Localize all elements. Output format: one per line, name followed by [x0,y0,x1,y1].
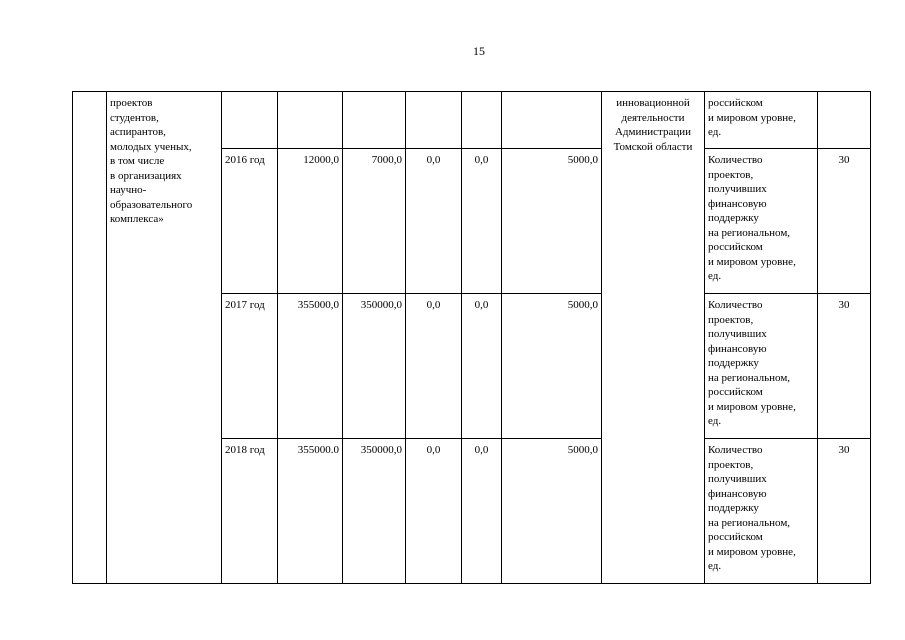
indicator-line: ед. [708,126,722,138]
indicator-cell [705,294,818,439]
indicator-line: российском [708,531,763,543]
local-cell: 0,0 [462,149,502,294]
indicator-line: и мировом уровне, [708,111,796,124]
indicator-line: российском [708,97,763,109]
local-cell [462,92,502,149]
target-cell: 30 [818,294,871,439]
indicator-line: проектов, [708,458,754,471]
row-number-cell [73,92,107,584]
year-cell: 2017 год [222,294,278,439]
regional-cell: 0,0 [406,439,462,584]
indicator-line: проектов, [708,313,754,326]
indicator-line: получивших [708,183,767,195]
indicator-line: Количество [708,444,763,456]
executor-line: инновационной [616,97,690,109]
target-cell: 30 [818,439,871,584]
year-cell [222,92,278,149]
local-cell: 0,0 [462,294,502,439]
indicator-line: и мировом уровне, [708,255,796,268]
indicator-line: финансовую [708,342,767,355]
indicator-cell [705,439,818,584]
year-cell: 2016 год [222,149,278,294]
year-cell: 2018 год [222,439,278,584]
program-name-line: проектов [110,97,153,109]
indicator-line: и мировом уровне, [708,545,796,558]
indicator-line: Количество [708,154,763,166]
target-cell [818,92,871,149]
indicator-cell [705,92,818,149]
executor-cell [602,92,705,584]
total-cell: 12000,0 [278,149,343,294]
indicator-line: получивших [708,473,767,485]
total-cell: 355000,0 [278,294,343,439]
program-name-line: в том числе [110,155,165,167]
indicator-line: ед. [708,270,722,282]
target-cell: 30 [818,149,871,294]
executor-line: деятельности [621,111,685,124]
indicator-line: поддержку [708,357,759,369]
indicator-line: ед. [708,560,722,572]
program-name-line: студентов, [110,111,159,124]
indicator-line: получивших [708,328,767,340]
federal-cell: 7000,0 [343,149,406,294]
indicator-line: финансовую [708,487,767,500]
indicator-cell [705,149,818,294]
page-number: 15 [473,44,485,58]
program-name-line: научно- [110,184,147,196]
program-name-line: аспирантов, [110,126,166,138]
local-cell: 0,0 [462,439,502,584]
indicator-line: финансовую [708,197,767,210]
federal-cell: 350000,0 [343,294,406,439]
program-table [72,91,871,584]
executor-line: Администрации [614,126,692,138]
federal-cell: 350000,0 [343,439,406,584]
extra-budget-cell: 5000,0 [502,149,602,294]
program-name-cell [107,92,222,584]
indicator-line: проектов, [708,168,754,181]
indicator-line: и мировом уровне, [708,400,796,413]
total-cell: 355000.0 [278,439,343,584]
total-cell [278,92,343,149]
indicator-line: Количество [708,299,763,311]
regional-cell [406,92,462,149]
extra-budget-cell: 5000,0 [502,294,602,439]
table-row-carryover [73,92,871,149]
program-name-line: молодых ученых, [110,140,192,153]
extra-budget-cell: 5000,0 [502,439,602,584]
program-name-line: образовательного [110,198,193,211]
extra-budget-cell [502,92,602,149]
indicator-line: поддержку [708,502,759,514]
federal-cell [343,92,406,149]
indicator-line: на региональном, [708,371,791,384]
indicator-line: поддержку [708,212,759,224]
indicator-line: ед. [708,415,722,427]
program-name-line: в организациях [110,169,182,182]
executor-line: Томской области [613,140,693,153]
program-name-line: комплекса» [110,213,164,225]
indicator-line: российском [708,386,763,398]
indicator-line: на региональном, [708,516,791,529]
regional-cell: 0,0 [406,149,462,294]
regional-cell: 0,0 [406,294,462,439]
indicator-line: российском [708,241,763,253]
indicator-line: на региональном, [708,226,791,239]
